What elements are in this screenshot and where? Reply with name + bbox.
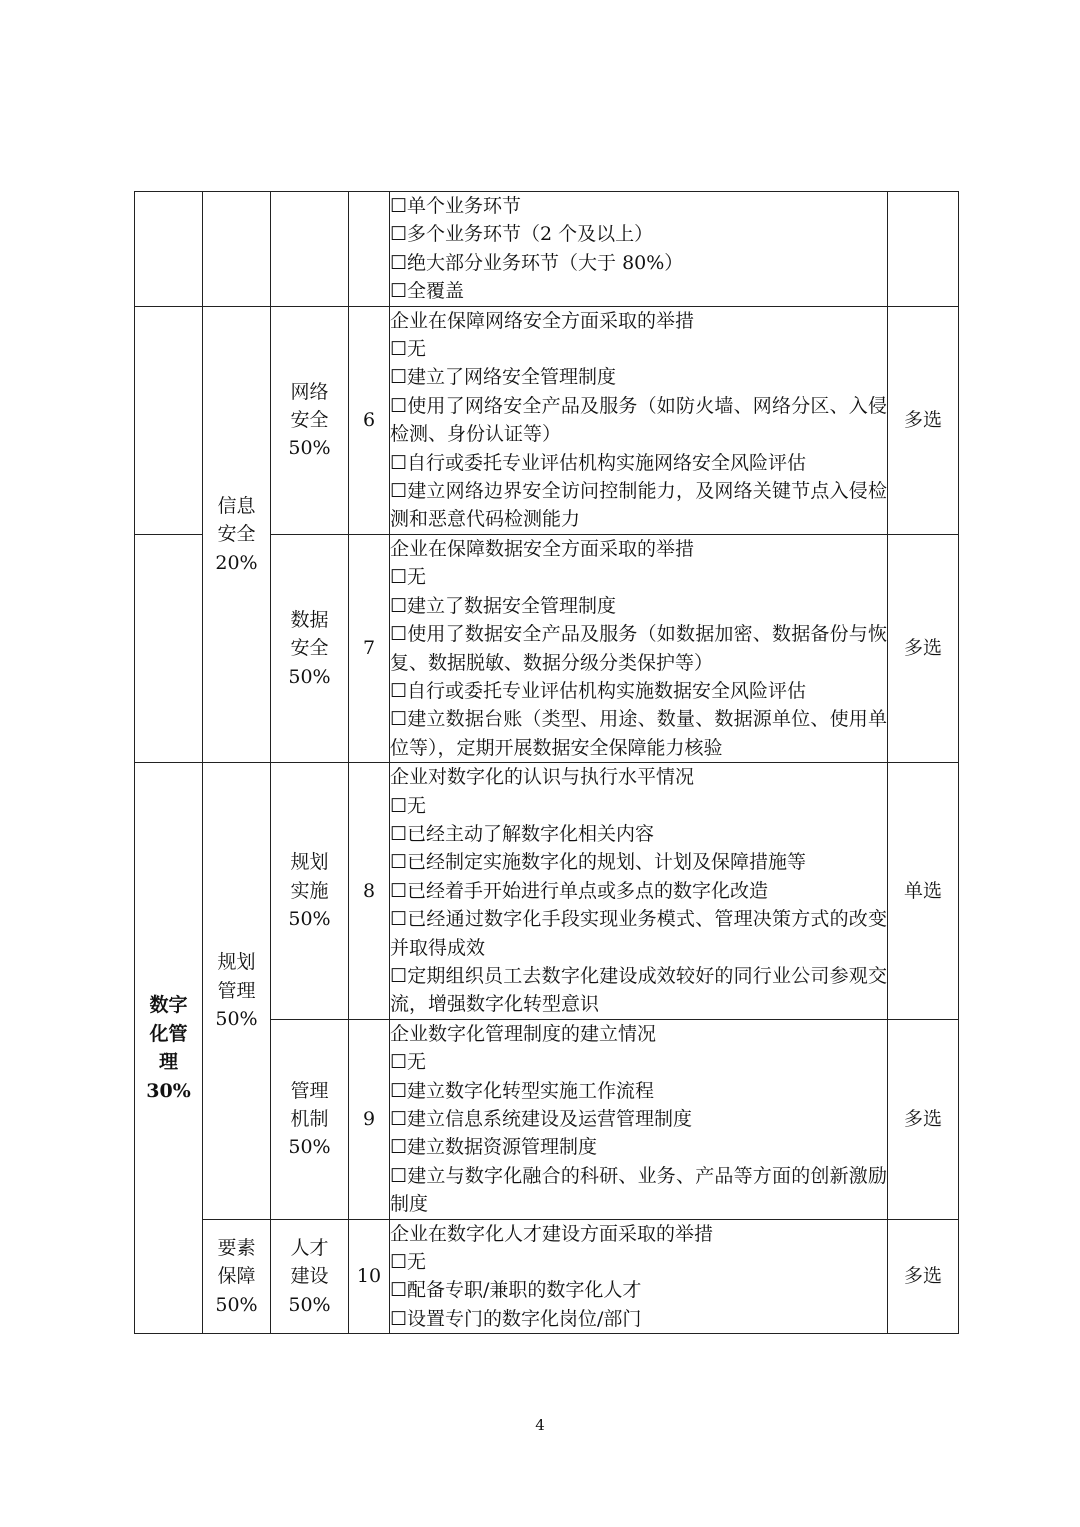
indicator-label: 安全	[290, 409, 329, 432]
option-text: ☐无	[390, 794, 427, 817]
category-cell	[203, 306, 271, 763]
option-text: ☐建立数字化转型实施工作流程	[390, 1079, 655, 1102]
indicator-label: 建设	[290, 1265, 329, 1288]
indicator-weight: 50%	[288, 908, 331, 931]
indicator-weight: 50%	[288, 665, 331, 688]
table-row	[135, 1219, 959, 1334]
options-cell	[390, 1019, 888, 1219]
option-text: ☐建立了数据安全管理制度	[390, 594, 617, 617]
indicator-label: 规划	[290, 851, 329, 874]
category-cell-empty	[203, 192, 271, 307]
question-text: 企业在保障数据安全方面采取的举措	[390, 537, 695, 560]
question-text: 企业在数字化人才建设方面采取的举措	[390, 1222, 714, 1245]
indicator-cell	[271, 763, 349, 1020]
indicator-cell	[271, 534, 349, 762]
selection-type: 多选	[888, 1019, 959, 1219]
option-text: ☐建立了网络安全管理制度	[390, 366, 617, 389]
dimension-cell	[135, 763, 203, 1334]
category-weight: 50%	[215, 1008, 258, 1031]
indicator-label: 实施	[290, 879, 329, 902]
option-text: ☐全覆盖	[390, 280, 465, 303]
indicator-label: 机制	[290, 1108, 329, 1130]
item-number: 6	[349, 306, 390, 534]
category-label: 管理	[217, 979, 256, 1002]
option-text: ☐建立网络边界安全访问控制能力，及网络关键节点入侵检测和恶意代码检测能力	[390, 480, 887, 531]
option-text: ☐已经主动了解数字化相关内容	[390, 822, 655, 845]
indicator-weight: 50%	[288, 1293, 331, 1316]
dimension-label: 化管	[149, 1022, 188, 1045]
option-text: ☐建立数据台账（类型、用途、数量、数据源单位、使用单位等），定期开展数据安全保障能力核验	[390, 708, 887, 759]
option-text: ☐无	[390, 1051, 427, 1074]
page-number: 4	[535, 1416, 545, 1434]
dimension-cell-empty	[135, 534, 203, 762]
option-text: ☐定期组织员工去数字化建设成效较好的同行业公司参观交流，增强数字化转型意识	[390, 964, 887, 1016]
question-text: 企业对数字化的认识与执行水平情况	[390, 766, 695, 789]
option-text: ☐使用了网络安全产品及服务（如防火墙、网络分区、入侵检测、身份认证等）	[390, 394, 887, 446]
option-text: ☐已经通过数字化手段实现业务模式、管理决策方式的改变并取得成效	[390, 908, 887, 959]
option-text: ☐配备专职/兼职的数字化人才	[390, 1279, 642, 1302]
category-label: 安全	[217, 523, 256, 546]
item-number: 10	[349, 1219, 390, 1334]
indicator-cell-empty	[271, 192, 349, 307]
item-number: 8	[349, 763, 390, 1020]
type-cell-empty	[888, 192, 959, 307]
option-text: ☐建立与数字化融合的科研、业务、产品等方面的创新激励制度	[390, 1164, 887, 1216]
option-text: ☐设置专门的数字化岗位/部门	[390, 1307, 642, 1330]
option-text: ☐无	[390, 1251, 427, 1274]
category-cell	[203, 1219, 271, 1334]
indicator-cell	[271, 306, 349, 534]
dimension-cell-empty	[135, 306, 203, 534]
option-text: ☐自行或委托专业评估机构实施网络安全风险评估	[390, 451, 807, 474]
indicator-cell	[271, 1219, 349, 1334]
option-text: ☐建立数据资源管理制度	[390, 1136, 598, 1159]
options-cell	[390, 1219, 888, 1334]
option-text: ☐多个业务环节（2 个及以上）	[390, 223, 654, 246]
number-cell-empty	[349, 192, 390, 307]
option-text: ☐无	[390, 566, 427, 589]
option-text: ☐建立信息系统建设及运营管理制度	[390, 1108, 693, 1130]
indicator-label: 人才	[290, 1236, 329, 1259]
indicator-label: 管理	[290, 1079, 329, 1102]
category-label: 规划	[217, 951, 256, 974]
category-weight: 20%	[215, 551, 258, 574]
options-cell	[390, 534, 888, 762]
question-text: 企业在保障网络安全方面采取的举措	[390, 309, 695, 332]
category-label: 保障	[217, 1265, 256, 1288]
dimension-cell-empty	[135, 192, 203, 307]
option-text: ☐已经制定实施数字化的规划、计划及保障措施等	[390, 851, 807, 874]
option-text: ☐自行或委托专业评估机构实施数据安全风险评估	[390, 679, 807, 702]
indicator-cell	[271, 1019, 349, 1219]
evaluation-table	[134, 191, 959, 1334]
table-row	[135, 763, 959, 1020]
item-number: 7	[349, 534, 390, 762]
question-text: 企业数字化管理制度的建立情况	[390, 1022, 657, 1045]
item-number: 9	[349, 1019, 390, 1219]
option-text: ☐已经着手开始进行单点或多点的数字化改造	[390, 879, 769, 902]
selection-type: 单选	[888, 763, 959, 1020]
options-cell	[390, 192, 888, 307]
option-text: ☐无	[390, 338, 427, 361]
selection-type: 多选	[888, 306, 959, 534]
indicator-weight: 50%	[288, 1136, 331, 1159]
dimension-weight: 30%	[146, 1079, 191, 1102]
category-label: 要素	[217, 1236, 256, 1259]
options-cell	[390, 306, 888, 534]
options-cell	[390, 763, 888, 1020]
option-text: ☐绝大部分业务环节（大于 80%）	[390, 251, 684, 274]
selection-type: 多选	[888, 1219, 959, 1334]
dimension-label: 理	[158, 1051, 178, 1074]
selection-type: 多选	[888, 534, 959, 762]
indicator-label: 网络	[290, 380, 329, 403]
table-row	[135, 306, 959, 534]
category-weight: 50%	[215, 1293, 258, 1316]
option-text: ☐单个业务环节	[390, 195, 522, 217]
indicator-weight: 50%	[288, 437, 331, 460]
option-text: ☐使用了数据安全产品及服务（如数据加密、数据备份与恢复、数据脱敏、数据分级分类保护等）	[390, 623, 887, 674]
indicator-label: 安全	[290, 637, 329, 660]
table-row	[135, 192, 959, 307]
dimension-label: 数字	[149, 994, 188, 1017]
category-label: 信息	[217, 494, 256, 517]
indicator-label: 数据	[290, 608, 329, 631]
category-cell	[203, 763, 271, 1220]
